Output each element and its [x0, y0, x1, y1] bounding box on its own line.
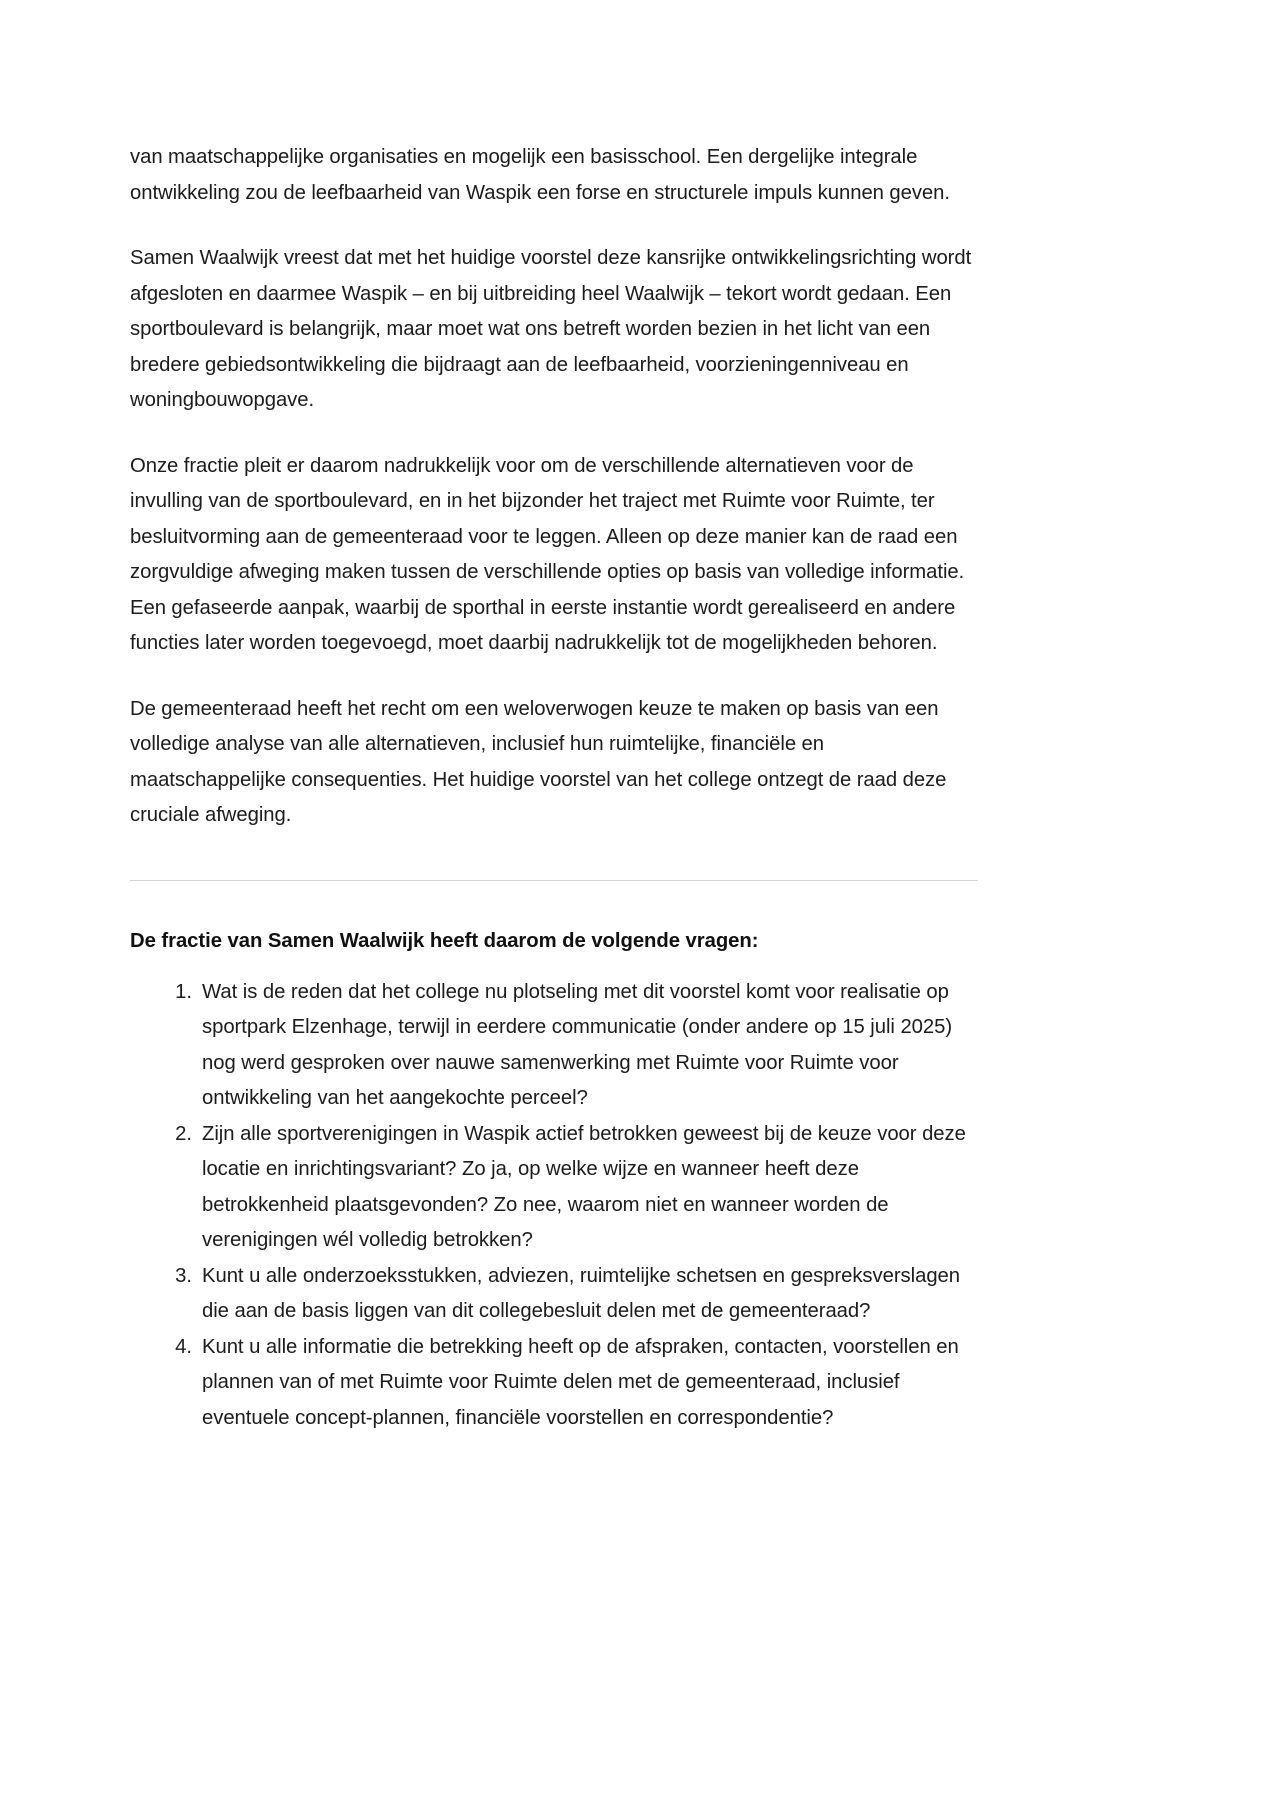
- list-item: Zijn alle sportverenigingen in Waspik actief betrokken geweest bij de keuze voor deze locatie en inrichtingsvariant? Zo ja, op welke wijze en wanneer heeft deze betrokkenheid plaatsgevonden? Zo nee, waarom niet en wanneer worden de verenigingen wél volledig betrokken?: [202, 1122, 966, 1251]
- list-item: Kunt u alle informatie die betrekking heeft op de afspraken, contacten, voorstellen en plannen van of met Ruimte voor Ruimte delen met de gemeenteraad, inclusief eventuele concept-plannen, financiële voorstellen en correspondentie?: [202, 1335, 959, 1429]
- list-item: Wat is de reden dat het college nu plotseling met dit voorstel komt voor realisatie op sportpark Elzenhage, terwijl in eerdere communicatie (onder andere op 15 juli 2025) nog werd gesproken over nauwe samenwerking met Ruimte voor Ruimte voor ontwikkeling van het aangekochte perceel?: [202, 980, 953, 1109]
- paragraph-4: De gemeenteraad heeft het recht om een weloverwogen keuze te maken op basis van een volledige analyse van alle alternatieven, inclusief hun ruimtelijke, financiële en maatschappelijke consequenties. Het huidige voorstel van het college ontzegt de raad deze cruciale afweging.: [130, 697, 947, 826]
- questions-list: [130, 975, 978, 1437]
- questions-heading: De fractie van Samen Waalwijk heeft daarom de volgende vragen:: [130, 929, 759, 952]
- document-body: [130, 140, 978, 1436]
- paragraph-1: van maatschappelijke organisaties en mogelijk een basisschool. Een dergelijke integrale ontwikkeling zou de leefbaarheid van Waspik een forse en structurele impuls kunnen geven.: [130, 146, 950, 204]
- paragraph-2: Samen Waalwijk vreest dat met het huidige voorstel deze kansrijke ontwikkelingsrichting wordt afgesloten en daarmee Waspik – en bij uitbreiding heel Waalwijk – tekort wordt gedaan. Een sportboulevard is belangrijk, maar moet wat ons betreft worden bezien in het licht van een bredere gebiedsontwikkeling die bijdraagt aan de leefbaarheid, voorzieningenniveau en woningbouwopgave.: [130, 247, 972, 411]
- paragraph-3: Onze fractie pleit er daarom nadrukkelijk voor om de verschillende alternatieven voor de invulling van de sportboulevard, en in het bijzonder het traject met Ruimte voor Ruimte, ter besluitvorming aan de gemeenteraad voor te leggen. Alleen op deze manier kan de raad een zorgvuldige afweging maken tussen de verschillende opties op basis van volledige informatie. Een gefaseerde aanpak, waarbij de sporthal in eerste instantie wordt gerealiseerd en andere functies later worden toegevoegd, moet daarbij nadrukkelijk tot de mogelijkheden behoren.: [130, 454, 965, 654]
- list-item: Kunt u alle onderzoeksstukken, adviezen, ruimtelijke schetsen en gespreksverslagen die aan de basis liggen van dit collegebesluit delen met de gemeenteraad?: [202, 1264, 961, 1322]
- section-divider: [130, 880, 978, 881]
